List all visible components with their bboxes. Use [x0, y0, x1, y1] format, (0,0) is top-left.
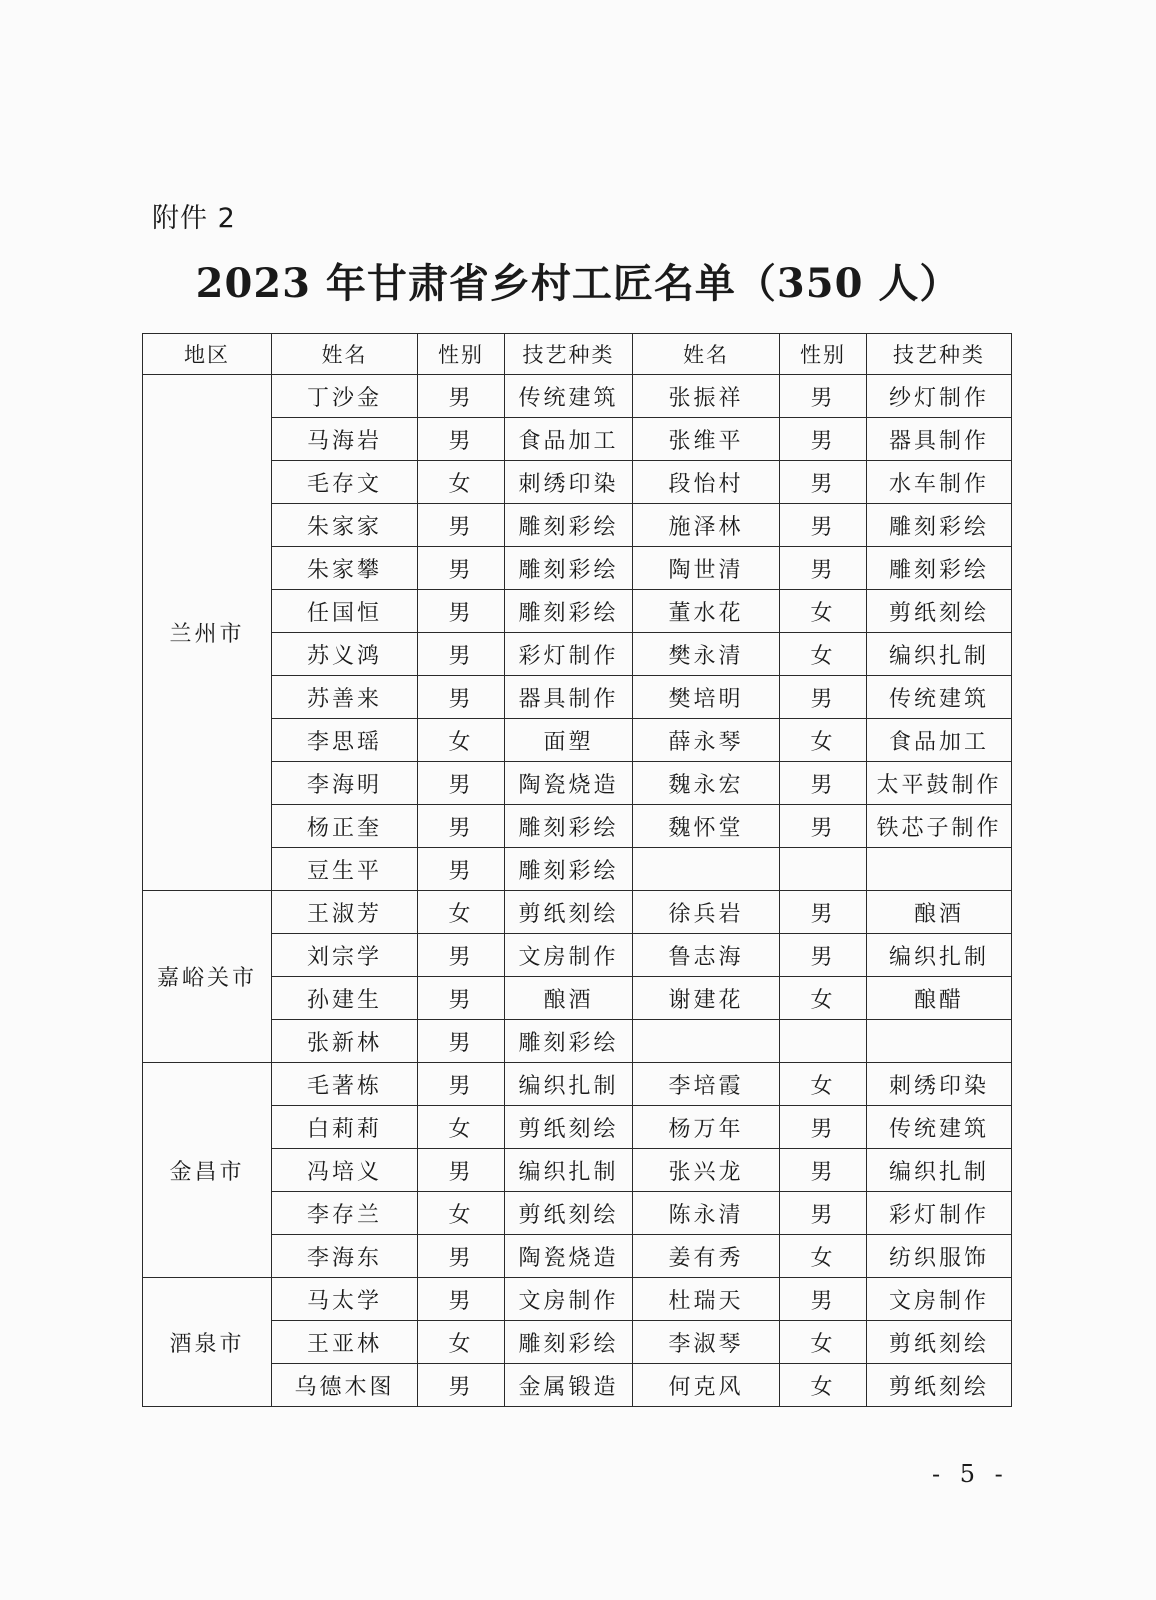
- table-row: [143, 977, 1012, 1020]
- craft-right-cell: 雕刻彩绘: [867, 547, 1012, 590]
- craft-right-cell: 铁芯子制作: [867, 805, 1012, 848]
- gender-right-cell: [780, 848, 867, 891]
- craft-left-cell: 雕刻彩绘: [505, 1321, 633, 1364]
- craft-right-cell: 纱灯制作: [867, 375, 1012, 418]
- gender-left-cell: 男: [418, 1278, 505, 1321]
- gender-right-cell: 男: [780, 504, 867, 547]
- name-right-cell: 陈永清: [633, 1192, 780, 1235]
- gender-left-cell: 女: [418, 891, 505, 934]
- name-right-cell: 薛永琴: [633, 719, 780, 762]
- name-left-cell: 王淑芳: [272, 891, 418, 934]
- gender-left-cell: 男: [418, 504, 505, 547]
- table-row: [143, 1321, 1012, 1364]
- craft-right-cell: 编织扎制: [867, 633, 1012, 676]
- gender-left-cell: 男: [418, 1364, 505, 1407]
- craft-left-cell: 文房制作: [505, 1278, 633, 1321]
- name-right-cell: 徐兵岩: [633, 891, 780, 934]
- name-left-cell: 白莉莉: [272, 1106, 418, 1149]
- craft-left-cell: 金属锻造: [505, 1364, 633, 1407]
- name-right-cell: 魏永宏: [633, 762, 780, 805]
- table-row: [143, 504, 1012, 547]
- name-right-cell: 段怡村: [633, 461, 780, 504]
- header-gender-right: 性别: [780, 334, 867, 375]
- gender-right-cell: 女: [780, 590, 867, 633]
- name-left-cell: 乌德木图: [272, 1364, 418, 1407]
- craftsmen-table: [142, 333, 1012, 1407]
- craft-right-cell: 文房制作: [867, 1278, 1012, 1321]
- craft-left-cell: 雕刻彩绘: [505, 805, 633, 848]
- name-right-cell: 施泽林: [633, 504, 780, 547]
- name-right-cell: 何克风: [633, 1364, 780, 1407]
- gender-left-cell: 女: [418, 719, 505, 762]
- craft-left-cell: 剪纸刻绘: [505, 1106, 633, 1149]
- table-row: [143, 1063, 1012, 1106]
- name-right-cell: [633, 848, 780, 891]
- gender-left-cell: 男: [418, 1149, 505, 1192]
- gender-right-cell: 女: [780, 719, 867, 762]
- page-number: - 5 -: [932, 1460, 1009, 1488]
- table-row: [143, 1106, 1012, 1149]
- gender-left-cell: 男: [418, 676, 505, 719]
- craft-right-cell: 传统建筑: [867, 676, 1012, 719]
- table-row: [143, 1149, 1012, 1192]
- header-gender-left: 性别: [418, 334, 505, 375]
- name-right-cell: 张兴龙: [633, 1149, 780, 1192]
- table-row: [143, 418, 1012, 461]
- craft-left-cell: 文房制作: [505, 934, 633, 977]
- craft-right-cell: 剪纸刻绘: [867, 1364, 1012, 1407]
- name-right-cell: 张维平: [633, 418, 780, 461]
- gender-left-cell: 男: [418, 805, 505, 848]
- table-row: [143, 1364, 1012, 1407]
- gender-right-cell: 男: [780, 1106, 867, 1149]
- craft-left-cell: 雕刻彩绘: [505, 547, 633, 590]
- table-row: [143, 891, 1012, 934]
- name-left-cell: 李海东: [272, 1235, 418, 1278]
- gender-left-cell: 女: [418, 1106, 505, 1149]
- gender-right-cell: 男: [780, 461, 867, 504]
- name-left-cell: 豆生平: [272, 848, 418, 891]
- name-right-cell: [633, 1020, 780, 1063]
- name-right-cell: 魏怀堂: [633, 805, 780, 848]
- table-row: [143, 1192, 1012, 1235]
- table-row: [143, 1020, 1012, 1063]
- name-right-cell: 董水花: [633, 590, 780, 633]
- attachment-label: 附件 2: [152, 203, 236, 234]
- craft-left-cell: 传统建筑: [505, 375, 633, 418]
- name-left-cell: 苏义鸿: [272, 633, 418, 676]
- table-body: [143, 375, 1012, 1407]
- craft-left-cell: 雕刻彩绘: [505, 590, 633, 633]
- gender-left-cell: 女: [418, 461, 505, 504]
- name-left-cell: 朱家攀: [272, 547, 418, 590]
- header-craft-right: 技艺种类: [867, 334, 1012, 375]
- name-left-cell: 毛著栋: [272, 1063, 418, 1106]
- name-left-cell: 王亚林: [272, 1321, 418, 1364]
- gender-left-cell: 男: [418, 418, 505, 461]
- craft-left-cell: 酿酒: [505, 977, 633, 1020]
- craft-left-cell: 面塑: [505, 719, 633, 762]
- table-row: [143, 848, 1012, 891]
- gender-right-cell: [780, 1020, 867, 1063]
- header-name-left: 姓名: [272, 334, 418, 375]
- name-right-cell: 樊培明: [633, 676, 780, 719]
- craft-right-cell: 彩灯制作: [867, 1192, 1012, 1235]
- gender-right-cell: 女: [780, 633, 867, 676]
- name-right-cell: 陶世清: [633, 547, 780, 590]
- gender-left-cell: 女: [418, 1321, 505, 1364]
- gender-left-cell: 女: [418, 1192, 505, 1235]
- table-row: [143, 719, 1012, 762]
- gender-left-cell: 男: [418, 1063, 505, 1106]
- name-right-cell: 杨万年: [633, 1106, 780, 1149]
- name-left-cell: 朱家家: [272, 504, 418, 547]
- craft-right-cell: 雕刻彩绘: [867, 504, 1012, 547]
- gender-right-cell: 男: [780, 1278, 867, 1321]
- table-row: [143, 633, 1012, 676]
- region-cell: 嘉峪关市: [143, 891, 272, 1063]
- craft-right-cell: 剪纸刻绘: [867, 590, 1012, 633]
- gender-right-cell: 女: [780, 1063, 867, 1106]
- gender-right-cell: 女: [780, 1321, 867, 1364]
- name-left-cell: 任国恒: [272, 590, 418, 633]
- name-left-cell: 张新林: [272, 1020, 418, 1063]
- name-left-cell: 刘宗学: [272, 934, 418, 977]
- table-row: [143, 762, 1012, 805]
- name-left-cell: 毛存文: [272, 461, 418, 504]
- craft-left-cell: 陶瓷烧造: [505, 762, 633, 805]
- name-right-cell: 谢建花: [633, 977, 780, 1020]
- name-right-cell: 姜有秀: [633, 1235, 780, 1278]
- craft-right-cell: 器具制作: [867, 418, 1012, 461]
- craft-left-cell: 陶瓷烧造: [505, 1235, 633, 1278]
- craft-right-cell: 编织扎制: [867, 1149, 1012, 1192]
- table-row: [143, 676, 1012, 719]
- region-cell: 金昌市: [143, 1063, 272, 1278]
- gender-right-cell: 男: [780, 934, 867, 977]
- name-left-cell: 马太学: [272, 1278, 418, 1321]
- craft-left-cell: 雕刻彩绘: [505, 848, 633, 891]
- craft-right-cell: [867, 1020, 1012, 1063]
- name-right-cell: 李培霞: [633, 1063, 780, 1106]
- craft-left-cell: 器具制作: [505, 676, 633, 719]
- gender-left-cell: 男: [418, 590, 505, 633]
- name-left-cell: 李海明: [272, 762, 418, 805]
- table-row: [143, 1235, 1012, 1278]
- craft-left-cell: 编织扎制: [505, 1063, 633, 1106]
- gender-left-cell: 男: [418, 375, 505, 418]
- name-left-cell: 李存兰: [272, 1192, 418, 1235]
- table-row: [143, 805, 1012, 848]
- craft-left-cell: 剪纸刻绘: [505, 891, 633, 934]
- name-left-cell: 李思瑶: [272, 719, 418, 762]
- craft-left-cell: 编织扎制: [505, 1149, 633, 1192]
- name-left-cell: 杨正奎: [272, 805, 418, 848]
- craft-right-cell: 传统建筑: [867, 1106, 1012, 1149]
- gender-left-cell: 男: [418, 547, 505, 590]
- gender-right-cell: 男: [780, 762, 867, 805]
- name-left-cell: 苏善来: [272, 676, 418, 719]
- gender-right-cell: 男: [780, 805, 867, 848]
- document-title: 2023 年甘肃省乡村工匠名单（350 人）: [195, 260, 961, 307]
- craft-right-cell: 酿酒: [867, 891, 1012, 934]
- name-left-cell: 丁沙金: [272, 375, 418, 418]
- craft-right-cell: 水车制作: [867, 461, 1012, 504]
- gender-right-cell: 男: [780, 1149, 867, 1192]
- gender-right-cell: 女: [780, 1235, 867, 1278]
- craft-left-cell: 刺绣印染: [505, 461, 633, 504]
- table-header-row: [143, 334, 1012, 375]
- gender-left-cell: 男: [418, 1235, 505, 1278]
- name-left-cell: 马海岩: [272, 418, 418, 461]
- name-right-cell: 杜瑞天: [633, 1278, 780, 1321]
- header-craft-left: 技艺种类: [505, 334, 633, 375]
- table-row: [143, 375, 1012, 418]
- name-right-cell: 鲁志海: [633, 934, 780, 977]
- craft-right-cell: [867, 848, 1012, 891]
- name-right-cell: 樊永清: [633, 633, 780, 676]
- gender-left-cell: 男: [418, 1020, 505, 1063]
- table-row: [143, 1278, 1012, 1321]
- region-cell: 酒泉市: [143, 1278, 272, 1407]
- table-row: [143, 461, 1012, 504]
- gender-left-cell: 男: [418, 977, 505, 1020]
- gender-right-cell: 男: [780, 375, 867, 418]
- gender-left-cell: 男: [418, 762, 505, 805]
- gender-left-cell: 男: [418, 934, 505, 977]
- craft-right-cell: 太平鼓制作: [867, 762, 1012, 805]
- table-row: [143, 547, 1012, 590]
- name-left-cell: 孙建生: [272, 977, 418, 1020]
- name-left-cell: 冯培义: [272, 1149, 418, 1192]
- craft-right-cell: 酿醋: [867, 977, 1012, 1020]
- gender-right-cell: 男: [780, 1192, 867, 1235]
- gender-left-cell: 男: [418, 633, 505, 676]
- craft-left-cell: 剪纸刻绘: [505, 1192, 633, 1235]
- name-right-cell: 张振祥: [633, 375, 780, 418]
- gender-right-cell: 男: [780, 891, 867, 934]
- craft-right-cell: 编织扎制: [867, 934, 1012, 977]
- craft-right-cell: 刺绣印染: [867, 1063, 1012, 1106]
- name-right-cell: 李淑琴: [633, 1321, 780, 1364]
- craft-right-cell: 食品加工: [867, 719, 1012, 762]
- craft-left-cell: 彩灯制作: [505, 633, 633, 676]
- craft-left-cell: 食品加工: [505, 418, 633, 461]
- header-name-right: 姓名: [633, 334, 780, 375]
- header-region: 地区: [143, 334, 272, 375]
- gender-right-cell: 男: [780, 418, 867, 461]
- table-row: [143, 934, 1012, 977]
- gender-right-cell: 女: [780, 1364, 867, 1407]
- craft-left-cell: 雕刻彩绘: [505, 504, 633, 547]
- craft-left-cell: 雕刻彩绘: [505, 1020, 633, 1063]
- craft-right-cell: 剪纸刻绘: [867, 1321, 1012, 1364]
- region-cell: 兰州市: [143, 375, 272, 891]
- gender-left-cell: 男: [418, 848, 505, 891]
- craft-right-cell: 纺织服饰: [867, 1235, 1012, 1278]
- gender-right-cell: 男: [780, 676, 867, 719]
- table-row: [143, 590, 1012, 633]
- gender-right-cell: 男: [780, 547, 867, 590]
- gender-right-cell: 女: [780, 977, 867, 1020]
